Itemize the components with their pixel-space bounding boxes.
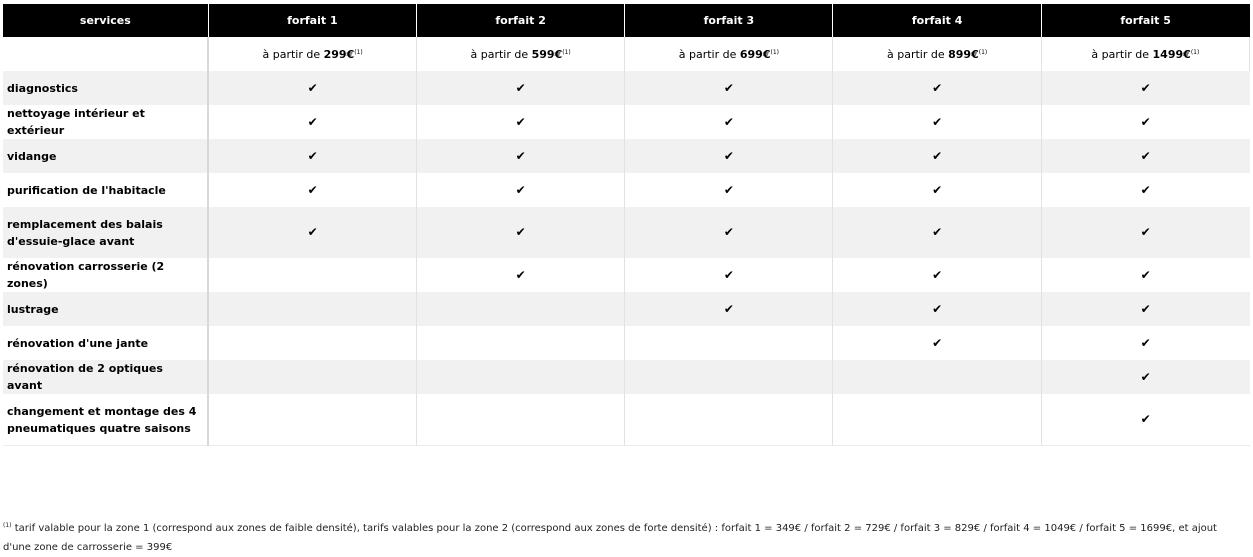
table-row xyxy=(3,326,1250,360)
checkmark-icon: ✔ xyxy=(932,182,943,197)
checkmark-icon: ✔ xyxy=(1140,335,1151,350)
header-plan-2: forfait 2 xyxy=(416,4,624,37)
plan-5-cell xyxy=(1041,360,1249,394)
plan-2-cell xyxy=(416,292,624,326)
plan-4-cell xyxy=(833,207,1041,258)
checkmark-icon: ✔ xyxy=(515,267,526,282)
checkmark-icon: ✔ xyxy=(1140,301,1151,316)
header-plan-3: forfait 3 xyxy=(625,4,833,37)
checkmark-icon: ✔ xyxy=(932,148,943,163)
plan-2-cell xyxy=(416,394,624,446)
plan-2-cell xyxy=(416,105,624,139)
checkmark-icon: ✔ xyxy=(1140,182,1151,197)
price-prefix: à partir de xyxy=(1091,47,1150,61)
price-amount: 599€ xyxy=(531,47,563,61)
plan-1-cell xyxy=(208,394,416,446)
footnote-text: tarif valable pour la zone 1 (correspond aux zones de faible densité), tarifs valables pour la zone 2 (correspond aux zones de forte densité) : forfait 1 = 349€ / forfait 2 = 729€ / forfait 3 = 829€ / forfait 4 = 1049€ / forfait 5 = 1699€, et ajout d'une zone de carrosserie = 399€ xyxy=(3,523,1217,553)
plan-2-cell xyxy=(416,258,624,292)
plan-1-cell xyxy=(208,360,416,394)
checkmark-icon: ✔ xyxy=(723,114,734,129)
table-row xyxy=(3,292,1250,326)
plan-5-cell xyxy=(1041,139,1249,173)
service-label: changement et montage des 4 pneumatiques quatre saisons xyxy=(3,394,208,446)
checkmark-icon: ✔ xyxy=(1140,148,1151,163)
table-row xyxy=(3,173,1250,207)
plan-5-cell xyxy=(1041,326,1249,360)
checkmark-icon: ✔ xyxy=(307,225,318,239)
header-plan-1: forfait 1 xyxy=(208,4,416,37)
plan-1-cell xyxy=(208,292,416,326)
checkmark-icon: ✔ xyxy=(307,148,318,163)
table-row xyxy=(3,394,1250,446)
checkmark-icon: ✔ xyxy=(723,148,734,163)
checkmark-icon: ✔ xyxy=(1140,412,1151,426)
service-label: rénovation de 2 optiques avant xyxy=(3,360,208,394)
table-row xyxy=(3,139,1250,173)
header-services: services xyxy=(3,4,208,37)
price-footnote-marker: (1) xyxy=(1190,48,1200,56)
table-body xyxy=(3,37,1250,446)
checkmark-icon: ✔ xyxy=(932,267,943,282)
price-row-label xyxy=(3,37,208,71)
plan-1-cell xyxy=(208,258,416,292)
plan-4-cell xyxy=(833,173,1041,207)
checkmark-icon: ✔ xyxy=(723,182,734,197)
plan-1-cell xyxy=(208,173,416,207)
checkmark-icon: ✔ xyxy=(1140,225,1151,239)
plan-3-cell xyxy=(625,207,833,258)
plan-3-cell xyxy=(625,360,833,394)
price-plan-4 xyxy=(833,37,1041,71)
checkmark-icon: ✔ xyxy=(515,225,526,239)
plan-1-cell xyxy=(208,105,416,139)
plan-2-cell xyxy=(416,173,624,207)
services-comparison-table xyxy=(3,4,1250,446)
plan-1-cell xyxy=(208,71,416,105)
checkmark-icon: ✔ xyxy=(515,182,526,197)
price-amount: 699€ xyxy=(739,47,771,61)
checkmark-icon: ✔ xyxy=(515,114,526,129)
price-prefix: à partir de xyxy=(886,47,945,61)
plan-3-cell xyxy=(625,71,833,105)
checkmark-icon: ✔ xyxy=(723,301,734,316)
plan-4-cell xyxy=(833,105,1041,139)
table-row xyxy=(3,360,1250,394)
table-row xyxy=(3,71,1250,105)
plan-2-cell xyxy=(416,71,624,105)
plan-5-cell xyxy=(1041,71,1249,105)
plan-2-cell xyxy=(416,360,624,394)
checkmark-icon: ✔ xyxy=(932,114,943,129)
plan-3-cell xyxy=(625,105,833,139)
plan-5-cell xyxy=(1041,105,1249,139)
plan-5-cell xyxy=(1041,258,1249,292)
checkmark-icon: ✔ xyxy=(515,148,526,163)
plan-4-cell xyxy=(833,139,1041,173)
plan-3-cell xyxy=(625,139,833,173)
plan-2-cell xyxy=(416,326,624,360)
price-plan-1 xyxy=(208,37,416,71)
plan-4-cell xyxy=(833,258,1041,292)
price-amount: 899€ xyxy=(948,47,979,61)
checkmark-icon: ✔ xyxy=(723,267,734,282)
price-footnote-marker: (1) xyxy=(354,48,363,56)
checkmark-icon: ✔ xyxy=(1140,80,1151,95)
service-label: diagnostics xyxy=(3,71,208,105)
plan-1-cell xyxy=(208,326,416,360)
plan-4-cell xyxy=(833,360,1041,394)
checkmark-icon: ✔ xyxy=(932,335,943,350)
price-plan-2 xyxy=(416,37,624,71)
price-footnote-marker: (1) xyxy=(562,48,571,56)
plan-1-cell xyxy=(208,139,416,173)
header-plan-5: forfait 5 xyxy=(1041,4,1249,37)
plan-4-cell xyxy=(833,326,1041,360)
plan-4-cell xyxy=(833,394,1041,446)
table-row xyxy=(3,105,1250,139)
plan-4-cell xyxy=(833,292,1041,326)
service-label: rénovation carrosserie (2 zones) xyxy=(3,258,208,292)
price-amount: 299€ xyxy=(323,47,355,61)
plan-3-cell xyxy=(625,394,833,446)
checkmark-icon: ✔ xyxy=(932,225,943,239)
checkmark-icon: ✔ xyxy=(307,182,318,197)
plan-5-cell xyxy=(1041,394,1249,446)
checkmark-icon: ✔ xyxy=(1140,114,1151,129)
checkmark-icon: ✔ xyxy=(932,80,943,95)
checkmark-icon: ✔ xyxy=(307,80,318,95)
price-plan-5 xyxy=(1041,37,1249,71)
footnote-marker: (1) xyxy=(3,522,12,529)
service-label: rénovation d'une jante xyxy=(3,326,208,360)
service-label: remplacement des balais d'essuie-glace avant xyxy=(3,207,208,258)
checkmark-icon: ✔ xyxy=(307,114,318,129)
service-label: nettoyage intérieur et extérieur xyxy=(3,105,208,139)
checkmark-icon: ✔ xyxy=(723,80,734,95)
price-row xyxy=(3,37,1250,71)
price-amount: 1499€ xyxy=(1152,47,1191,61)
plan-3-cell xyxy=(625,292,833,326)
price-prefix: à partir de xyxy=(678,47,737,61)
checkmark-icon: ✔ xyxy=(1140,369,1151,384)
plan-1-cell xyxy=(208,207,416,258)
plan-3-cell xyxy=(625,173,833,207)
price-footnote-marker: (1) xyxy=(770,48,779,56)
price-prefix: à partir de xyxy=(262,47,321,61)
table-header xyxy=(3,4,1250,37)
price-footnote-marker: (1) xyxy=(978,48,988,56)
plan-5-cell xyxy=(1041,207,1249,258)
footnote xyxy=(3,516,1248,557)
checkmark-icon: ✔ xyxy=(1140,267,1151,282)
plan-5-cell xyxy=(1041,292,1249,326)
header-plan-4: forfait 4 xyxy=(833,4,1041,37)
price-prefix: à partir de xyxy=(470,47,529,61)
table-row xyxy=(3,258,1250,292)
plan-3-cell xyxy=(625,326,833,360)
plan-5-cell xyxy=(1041,173,1249,207)
table-row xyxy=(3,207,1250,258)
service-label: vidange xyxy=(3,139,208,173)
price-plan-3 xyxy=(625,37,833,71)
checkmark-icon: ✔ xyxy=(932,301,943,316)
plan-2-cell xyxy=(416,207,624,258)
service-label: purification de l'habitacle xyxy=(3,173,208,207)
checkmark-icon: ✔ xyxy=(515,80,526,95)
plan-2-cell xyxy=(416,139,624,173)
plan-4-cell xyxy=(833,71,1041,105)
service-label: lustrage xyxy=(3,292,208,326)
plan-3-cell xyxy=(625,258,833,292)
checkmark-icon: ✔ xyxy=(723,225,734,239)
